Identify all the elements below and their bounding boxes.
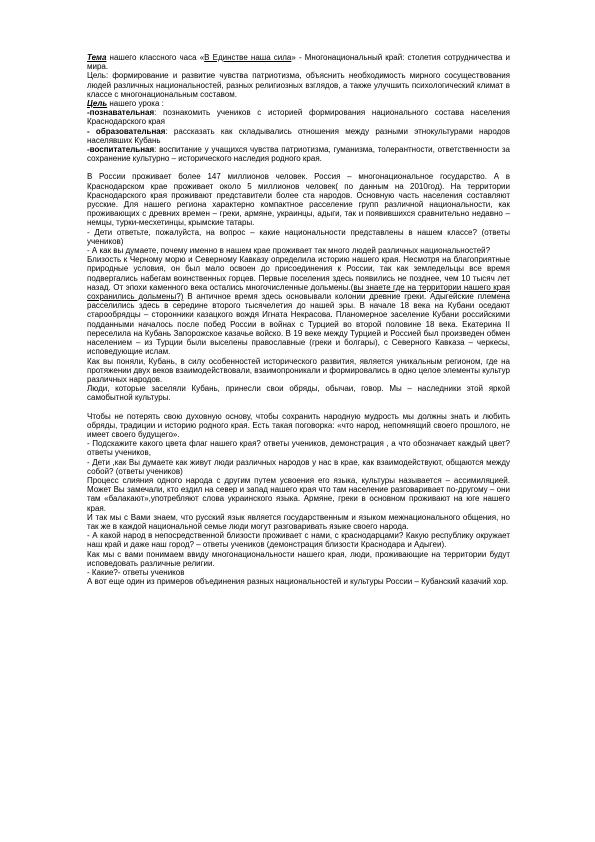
task-cognitive-text: : познакомить учеников с историей формирования национального состава населения Краснодарского края: [87, 108, 510, 127]
tasks-label: Цель: [87, 99, 108, 109]
section-gap: [87, 163, 510, 172]
paragraph: - А какой народ в непосредственной близости проживает с нами, с краснодарцами? Какую республику окружает наш край и даже наш город? – ответы учеников (демонстрация близости Краснодара и Адыгеи).: [87, 531, 510, 550]
paragraph: Как вы поняли, Кубань, в силу особенностей исторического развития, является уникальным регионом, где на протяжении двух веков взаимодействовали, взаимопроникали и формировались в одно целое элементы культур различных народов.: [87, 356, 510, 384]
task-educational-label: - образовательная: [87, 126, 166, 136]
paragraph: - Дети ответьте, пожалуйста, на вопрос – какие национальности представлены в нашем классе? (ответы учеников): [87, 227, 510, 246]
document-page: [87, 53, 510, 586]
paragraph: [87, 255, 510, 356]
paragraph: Как мы с вами понимаем ввиду многонациональности нашего края, люди, проживающие на территории будут исповедовать различные религии.: [87, 549, 510, 568]
topic-text-post: » - Многонациональный край: столетия сотрудничества и мира.: [87, 53, 510, 72]
task-upbringing: [87, 145, 510, 163]
paragraph: И так мы с Вами знаем, что русский язык является государственным и языком межнационального общения, но так же в каждой национальной семье люди могут разговаривать языке своего народа.: [87, 512, 510, 531]
paragraph: - Какие?- ответы учеников: [87, 567, 185, 577]
topic-text-pre: нашего классного часа «: [106, 53, 205, 62]
goal-text: Цель: формирование и развитие чувства патриотизма, объяснить необходимость мирного сосуществования людей различных национальностей, разных религиозных взглядов, а также улучшить психологический климат в классе с многонациональным составом.: [87, 71, 510, 99]
tasks-heading: [87, 99, 510, 108]
paragraph: - Дети ,как Вы думаете как живут люди различных народов у нас в крае, как взаимодействуют, общаются между собой? (ответы учеников): [87, 457, 510, 476]
section-gap: [87, 403, 510, 412]
task-upbringing-label: -воспитательная: [87, 145, 155, 155]
paragraph: Люди, которые заселяли Кубань, принесли свои обряды, обычаи, говор. Мы – наследники этой яркой самобытной культуры.: [87, 384, 510, 403]
paragraph: А вот еще один из примеров объединения разных национальностей и культуры России – Кубанский казачий хор.: [87, 577, 509, 587]
task-educational-text: : рассказать как складывались отношения между разными этнокультурами народов населявших Кубань: [87, 126, 511, 145]
paragraph: Процесс слияния одного народа с другим путем усвоения его языка, культуры называется – ассимиляцией. Может Вы замечали, кто ездил на север и запад нашего края что там население разговаривает по-другому – они там «балакают»,употребляют слова украинского языка. Армяне, греки в основном проживают на юге нашего края.: [87, 475, 510, 513]
paragraph: Чтобы не потерять свою духовную основу, чтобы сохранить народную мудрость мы должны знать и любить обряды, традиции и историю родного края. Есть такая поговорка: «что народ, непомнящий своего прошлого, не имеет своего будущего».: [87, 411, 510, 439]
paragraph: - Подскажите какого цвета флаг нашего края? ответы учеников, демонстрация , а что обозначает каждый цвет? ответы учеников,: [87, 439, 510, 458]
task-upbringing-text: : воспитание у учащихся чувства патриотизма, гуманизма, толерантности, ответственности за сохранение культурно – исторического наследия родного края.: [87, 145, 510, 164]
paragraph-text: В античное время здесь основывали колонии древние греки. Адыгейские племена расселились здесь в середине второго тысячелетия до нашей эры. В начале 18 века на Кубани оседают старообрядцы – сторонники казацкого вождя Игната Некрасова. Планомерное заселение Кубани российскими подданными началось после побед России в войнах с Турцией во второй половине 18 века. Екатерина II переселила на Кубань Запорожское казачье войско. В 19 веке между Турцией и Россией был произведен обмен населением – из Турции были выселены православные (греки и болгары), с Северного Кавказа – черкесы, исповедующие ислам.: [87, 292, 510, 357]
paragraph: В России проживает более 147 миллионов человек. Россия – многонациональное государство. А в Краснодарском крае проживает около 5 миллионов человек( по данным на 2010год). На территории Краснодарского края проживают представители более ста народов. Основную часть населения составляют русские. Для нашего региона характерно компактное расселение групп различной национальности, как проживающих с древних времен – греки, армяне, украинцы, адыги, так и появившихся сравнительно недавно – немцы, турки-месхетинцы, крымские татары.: [87, 172, 510, 228]
topic-label: Тема: [87, 53, 107, 62]
topic-title: В Единстве наша сила: [204, 53, 292, 62]
task-cognitive-label: -познавательная: [87, 108, 155, 118]
task-educational: [87, 127, 510, 145]
task-cognitive: [87, 108, 510, 126]
dolmen-question: вы знаете где на территории нашего края сохранились дольмены?): [87, 282, 511, 302]
paragraph: - А как вы думаете, почему именно в нашем крае проживает так много людей различных национальностей?: [87, 246, 491, 256]
tasks-text: нашего урока :: [107, 99, 164, 109]
paragraph-text: Близость к Черному морю и Северному Кавказу определила историю нашего края. Несмотря на благоприятные природные условия, он был мало освоен до присоединения к России, так как земледельцы все время подвергались набегам воинственных горцев. Первые поселения здесь появились не позднее, чем 10 тысяч лет назад. От эпохи каменного века остались многочисленные дольмены.(: [87, 255, 510, 292]
topic-line: [87, 53, 510, 71]
